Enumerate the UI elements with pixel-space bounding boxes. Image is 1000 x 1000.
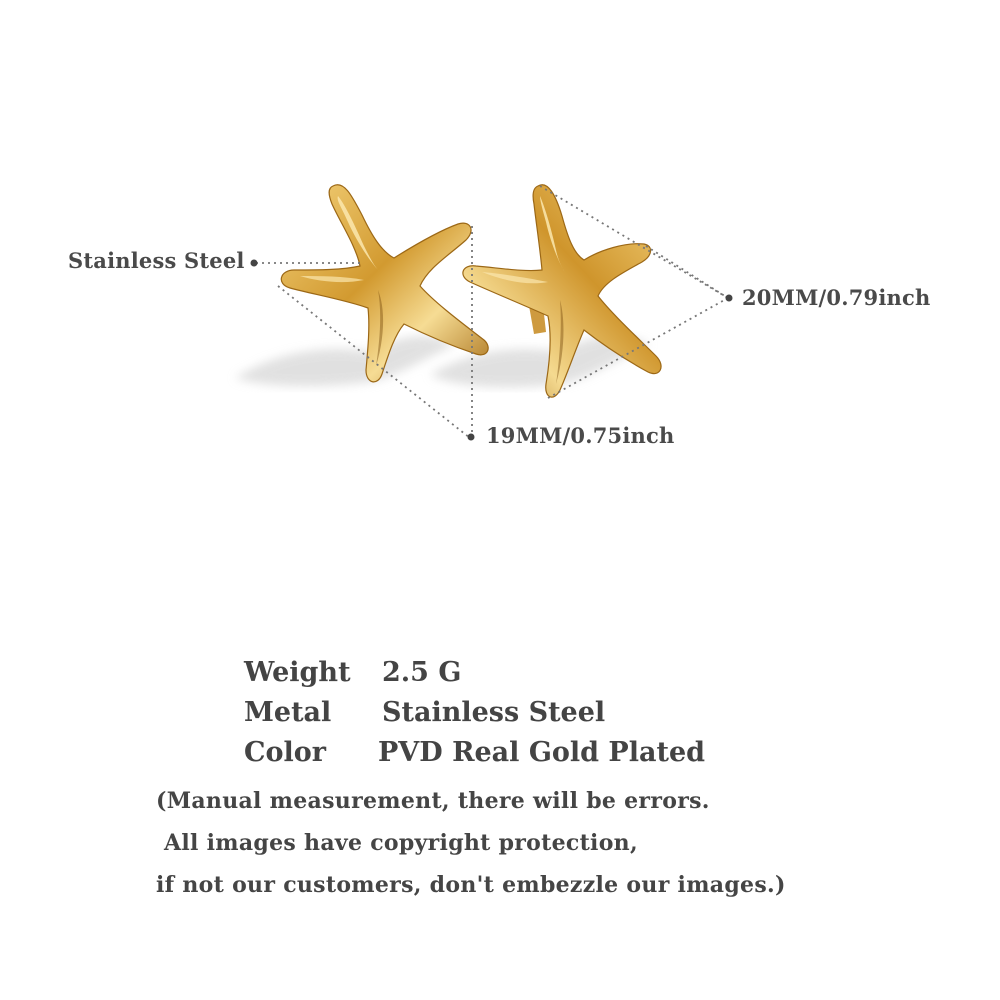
spec-value: 2.5 G [382, 657, 462, 688]
spec-value: PVD Real Gold Plated [378, 737, 706, 768]
earring-shadow [235, 336, 650, 387]
material-annotation: Stainless Steel [68, 248, 245, 273]
spec-label: Color [244, 737, 326, 768]
spec-value: Stainless Steel [382, 697, 606, 728]
spec-label: Weight [244, 657, 351, 688]
height-annotation: 20MM/0.79inch [742, 285, 931, 310]
measurement-lines [256, 186, 728, 438]
disclaimer-line-2: All images have copyright protection, [156, 830, 638, 856]
disclaimer-line-3: if not our customers, don't embezzle our images.) [156, 872, 786, 898]
spec-label: Metal [244, 697, 332, 728]
width-annotation: 19MM/0.75inch [486, 423, 675, 448]
disclaimer-line-1: (Manual measurement, there will be errors. [156, 788, 710, 814]
